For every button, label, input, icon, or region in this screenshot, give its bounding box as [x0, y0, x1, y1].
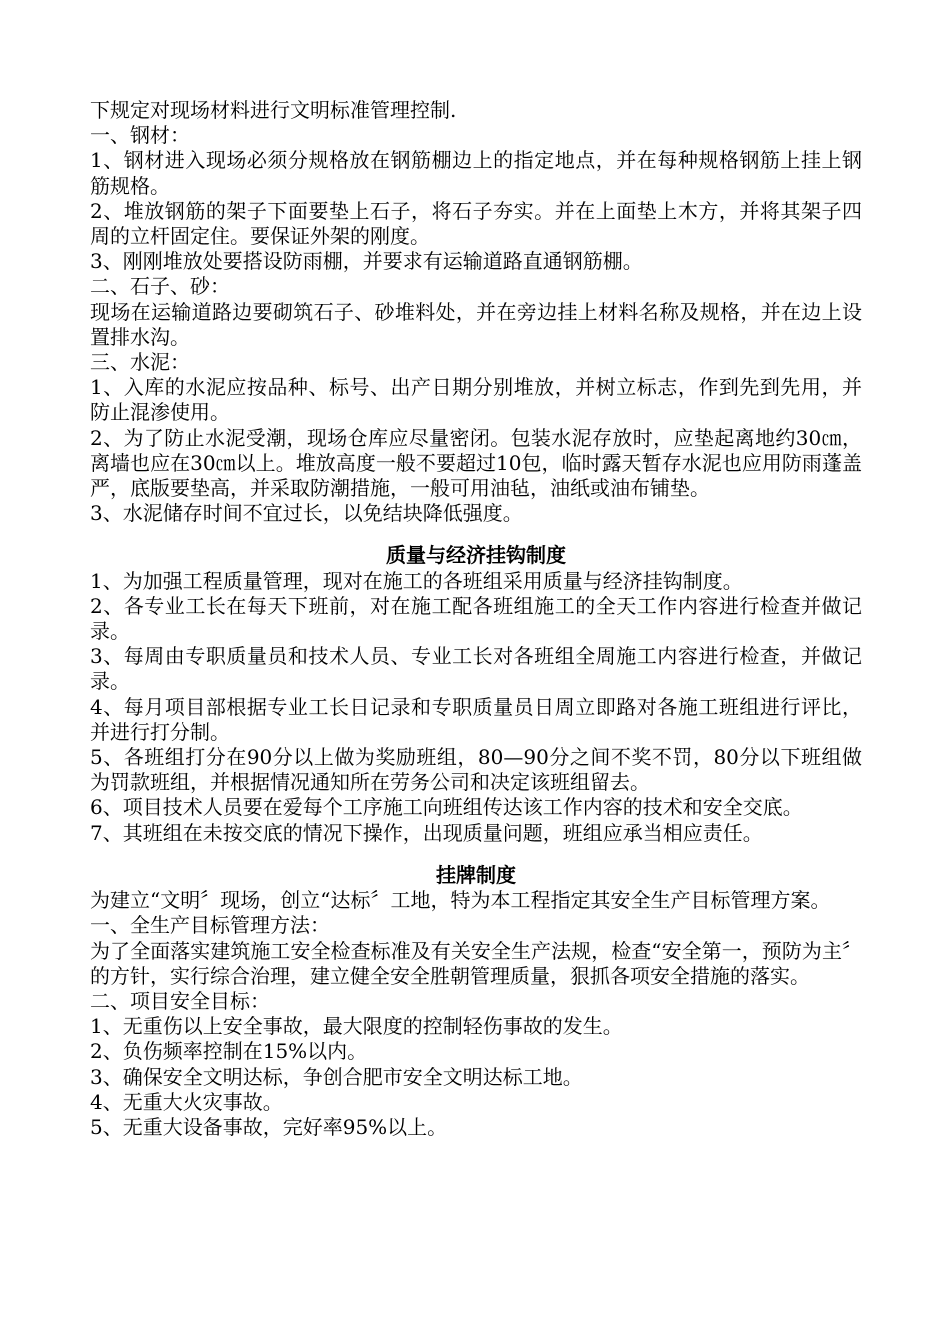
paragraph: 3、每周由专职质量员和技术人员、专业工长对各班组全周施工内容进行检查，并做记录。 [90, 644, 862, 694]
paragraph: 3、水泥储存时间不宜过长，以免结块降低强度。 [90, 501, 523, 526]
section-signboard [90, 863, 862, 1140]
section-quality-economy [90, 543, 862, 845]
paragraph: 下规定对现场材料进行文明标准管理控制. [90, 98, 457, 122]
paragraph: 5、各班组打分在90分以上做为奖励班组，80—90分之间不奖不罚，80分以下班组做为罚款班组，并根据情况通知所在劳务公司和决定该班组留去。 [90, 745, 862, 795]
paragraph: 4、无重大火灾事故。 [90, 1089, 283, 1114]
heading-safety-goals: 二、项目安全目标： [90, 988, 270, 1013]
paragraph: 6、项目技术人员要在爱每个工序施工向班组传达该工作内容的技术和安全交底。 [90, 795, 803, 820]
paragraph: 1、入库的水泥应按品种、标号、出产日期分别堆放，并树立标志，作到先到先用，并防止混渗使用。 [90, 375, 862, 425]
document-page [90, 98, 862, 1140]
spacer [90, 846, 862, 863]
heading-steel: 一、钢材： [90, 123, 190, 148]
paragraph: 2、各专业工长在每天下班前，对在施工配各班组施工的全天工作内容进行检查并做记录。 [90, 593, 862, 644]
section-title: 质量与经济挂钩制度 [386, 543, 566, 568]
paragraph: 5、无重大设备事故，完好率95%以上。 [90, 1114, 448, 1139]
paragraph: 2、为了防止水泥受潮，现场仓库应尽量密闭。包装水泥存放时，应垫起离地约30㎝，离墙也应在30㎝以上。堆放高度一般不要超过10包，临时露天暂存水泥也应用防雨蓬盖严，底版要垫高，并采取防潮措施，一般可用油毡，油纸或油布铺垫。 [90, 425, 862, 501]
spacer [90, 526, 862, 543]
paragraph: 1、为加强工程质量管理，现对在施工的各班组采用质量与经济挂钩制度。 [90, 568, 743, 593]
paragraph: 3、刚刚堆放处要搭设防雨棚，并要求有运输道路直通钢筋棚。 [90, 249, 643, 274]
paragraph: 3、确保安全文明达标，争创合肥市安全文明达标工地。 [90, 1064, 583, 1089]
heading-cement: 三、水泥： [90, 350, 190, 375]
heading-stone-sand: 二、石子、砂： [90, 274, 230, 299]
paragraph: 4、每月项目部根据专业工长日记录和专职质量员日周立即路对各施工班组进行评比，并进行打分制。 [90, 694, 862, 744]
section-title: 挂牌制度 [436, 862, 516, 887]
paragraph: 为建立“文明〞现场，创立“达标〞工地，特为本工程指定其安全生产目标管理方案。 [90, 888, 831, 913]
section-material-management [90, 98, 862, 526]
paragraph: 2、负伤频率控制在15%以内。 [90, 1039, 368, 1064]
paragraph: 2、堆放钢筋的架子下面要垫上石子，将石子夯实。并在上面垫上木方，并将其架子四周的立杆固定住。要保证外架的刚度。 [90, 198, 862, 249]
paragraph: 7、其班组在未按交底的情况下操作，出现质量问题，班组应承当相应责任。 [90, 820, 763, 845]
paragraph: 现场在运输道路边要砌筑石子、砂堆料处，并在旁边挂上材料名称及规格，并在边上设置排水沟。 [90, 299, 862, 349]
heading-safety-method: 一、全生产目标管理方法： [90, 913, 330, 938]
paragraph: 1、钢材进入现场必须分规格放在钢筋棚边上的指定地点，并在每种规格钢筋上挂上钢筋规格。 [90, 148, 862, 198]
paragraph: 为了全面落实建筑施工安全检查标准及有关安全生产法规，检查“安全第一，预防为主〞的方针，实行综合治理，建立健全安全胜朝管理质量，狠抓各项安全措施的落实。 [90, 938, 862, 988]
paragraph: 1、无重伤以上安全事故，最大限度的控制轻伤事故的发生。 [90, 1014, 623, 1039]
